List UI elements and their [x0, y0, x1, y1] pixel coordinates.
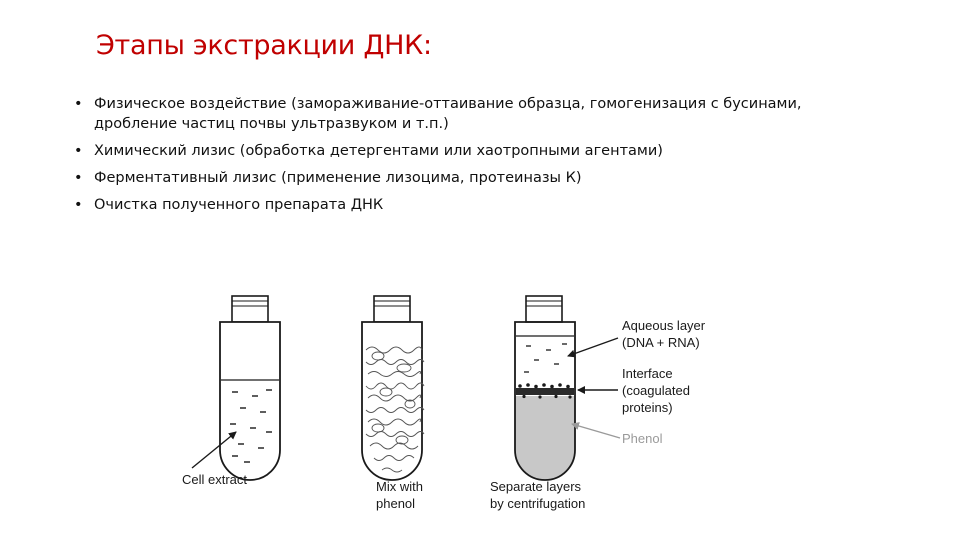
aqueous-label-line1: Aqueous layer — [622, 318, 706, 333]
aqueous-label-line2: (DNA + RNA) — [622, 335, 700, 350]
tube-cap — [526, 296, 562, 322]
tube-body — [220, 322, 280, 480]
tube1-caption: Cell extract — [182, 472, 248, 487]
tube-cap — [232, 296, 268, 322]
bullet-marker: • — [74, 143, 83, 159]
bullet-marker: • — [74, 96, 83, 112]
tube-cap — [374, 296, 410, 322]
bullet-marker: • — [74, 170, 83, 186]
bullet-marker: • — [74, 197, 83, 213]
interface-label-line3: proteins) — [622, 400, 673, 415]
aqueous-particles — [524, 344, 567, 372]
tube2-caption-line1: Mix with — [376, 479, 423, 494]
bullet-text: Ферментативный лизис (применение лизоцима, протеиназы К) — [94, 170, 582, 186]
bullet-text: Химический лизис (обработка детергентами или хаотропными агентами) — [94, 143, 663, 159]
tube-cell-extract — [182, 296, 280, 487]
phenol-label: Phenol — [622, 431, 663, 446]
slide-title: Этапы экстракции ДНК: — [96, 30, 432, 61]
tube2-caption-line2: phenol — [376, 496, 416, 511]
phenol-arrow — [572, 424, 620, 438]
interface-label-line1: Interface — [622, 366, 673, 381]
interface-label-line2: (coagulated — [622, 383, 690, 398]
tube-separated-layers — [490, 296, 706, 511]
tube3-caption-line1: Separate layers — [490, 479, 582, 494]
bullet-text: Очистка полученного препарата ДНК — [94, 197, 384, 213]
phenol-layer — [515, 396, 575, 480]
bullet-text: Физическое воздействие (замораживание-оттаивание образца, гомогенизация с бусинами, дробление частиц почвы ультразвуком и т.п.) — [94, 96, 802, 132]
tube3-caption-line2: by centrifugation — [490, 496, 586, 511]
tube-mix-with-phenol — [362, 296, 424, 511]
